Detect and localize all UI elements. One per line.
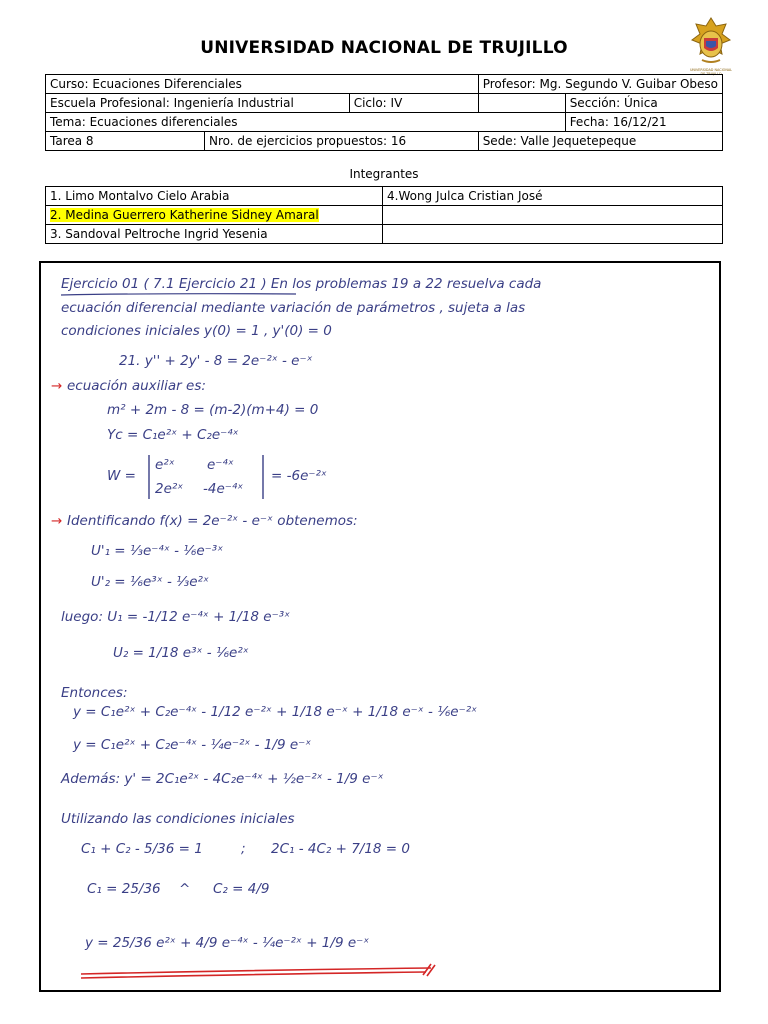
university-title: UNIVERSIDAD NACIONAL DE TRUJILLO	[200, 38, 568, 58]
line-14: Entonces:	[61, 685, 128, 701]
line-01: Ejercicio 01 ( 7.1 Ejercicio 21 ) En los problemas 19 a 22 resuelva cada	[61, 276, 542, 292]
line-03: condiciones iniciales y(0) = 1 , y'(0) = 0	[61, 323, 332, 339]
member-4: 4.Wong Julca Cristian José	[383, 187, 723, 206]
line-19b: ;	[241, 841, 246, 857]
line-20c: C₂ = 4/9	[213, 881, 270, 897]
arrow-1: →	[51, 378, 63, 394]
line-19c: 2C₁ - 4C₂ + 7/18 = 0	[271, 841, 411, 857]
tema-cell: Tema: Ecuaciones diferenciales	[46, 113, 566, 132]
line-15: y = C₁e²ˣ + C₂e⁻⁴ˣ - 1/12 e⁻²ˣ + 1/18 e⁻ˣ + 1/18 e⁻ˣ - ⅙e⁻²ˣ	[73, 704, 478, 720]
line-17: Además: y' = 2C₁e²ˣ - 4C₂e⁻⁴ˣ + ½e⁻²ˣ - 1/9 e⁻ˣ	[61, 771, 384, 787]
course-info-table	[45, 74, 723, 151]
wronskian-c: 2e²ˣ	[155, 481, 184, 497]
tarea-cell: Tarea 8	[46, 132, 205, 151]
member-2-cell	[46, 206, 383, 225]
line-11: U'₂ = ⅙e³ˣ - ⅓e²ˣ	[91, 574, 209, 590]
exercise-underline	[61, 294, 296, 295]
curso-cell: Curso: Ecuaciones Diferenciales	[46, 75, 479, 94]
university-seal-icon	[680, 14, 742, 76]
svg-text:DE TRUJILLO: DE TRUJILLO	[700, 72, 722, 76]
wronskian-b: e⁻⁴ˣ	[207, 457, 234, 473]
member-1: 1. Limo Montalvo Cielo Arabia	[46, 187, 383, 206]
ciclo-spacer	[478, 94, 565, 113]
line-09: Identificando f(x) = 2e⁻²ˣ - e⁻ˣ obtenemos:	[67, 513, 358, 529]
profesor-cell: Profesor: Mg. Segundo V. Guibar Obeso	[478, 75, 722, 94]
line-10: U'₁ = ⅓e⁻⁴ˣ - ⅙e⁻³ˣ	[91, 543, 224, 559]
line-05: ecuación auxiliar es:	[67, 378, 206, 394]
answer-end-mark	[423, 964, 435, 976]
members-table	[45, 186, 723, 244]
arrow-2: →	[51, 513, 63, 529]
empty-cell-3	[383, 225, 723, 244]
fecha-cell: Fecha: 16/12/21	[565, 113, 722, 132]
member-2: 2. Medina Guerrero Katherine Sidney Amaral	[50, 208, 319, 222]
ciclo-cell: Ciclo: IV	[349, 94, 478, 113]
line-06: m² + 2m - 8 = (m-2)(m+4) = 0	[107, 402, 319, 418]
sede-cell: Sede: Valle Jequetepeque	[478, 132, 722, 151]
escuela-cell: Escuela Profesional: Ingeniería Industrial	[46, 94, 350, 113]
line-21-answer: y = 25/36 e²ˣ + 4/9 e⁻⁴ˣ - ¼e⁻²ˣ + 1/9 e⁻ˣ	[85, 935, 370, 951]
line-02: ecuación diferencial mediante variación de parámetros , sujeta a las	[61, 300, 526, 316]
member-3: 3. Sandoval Peltroche Ingrid Yesenia	[46, 225, 383, 244]
wronskian-d: -4e⁻⁴ˣ	[203, 481, 244, 497]
line-16: y = C₁e²ˣ + C₂e⁻⁴ˣ - ¼e⁻²ˣ - 1/9 e⁻ˣ	[73, 737, 312, 753]
line-12: luego: U₁ = -1/12 e⁻⁴ˣ + 1/18 e⁻³ˣ	[61, 609, 291, 625]
seccion-cell: Sección: Única	[565, 94, 722, 113]
line-20b: ^	[179, 881, 191, 897]
nro-cell: Nro. de ejercicios propuestos: 16	[205, 132, 479, 151]
line-13: U₂ = 1/18 e³ˣ - ⅙e²ˣ	[113, 645, 249, 661]
line-20a: C₁ = 25/36	[87, 881, 161, 897]
integrantes-heading: Integrantes	[349, 167, 419, 181]
wronskian-label: W =	[107, 468, 136, 484]
line-19a: C₁ + C₂ - 5/36 = 1	[81, 841, 203, 857]
line-07: Yc = C₁e²ˣ + C₂e⁻⁴ˣ	[107, 427, 239, 443]
svg-text:UNIVERSIDAD NACIONAL: UNIVERSIDAD NACIONAL	[689, 68, 733, 72]
wronskian-result: = -6e⁻²ˣ	[271, 468, 327, 484]
empty-cell-2	[383, 206, 723, 225]
handwritten-solution-sheet	[39, 261, 721, 992]
wronskian-a: e²ˣ	[155, 457, 175, 473]
line-18: Utilizando las condiciones iniciales	[61, 811, 295, 827]
line-04: 21. y'' + 2y' - 8 = 2e⁻²ˣ - e⁻ˣ	[119, 353, 313, 369]
